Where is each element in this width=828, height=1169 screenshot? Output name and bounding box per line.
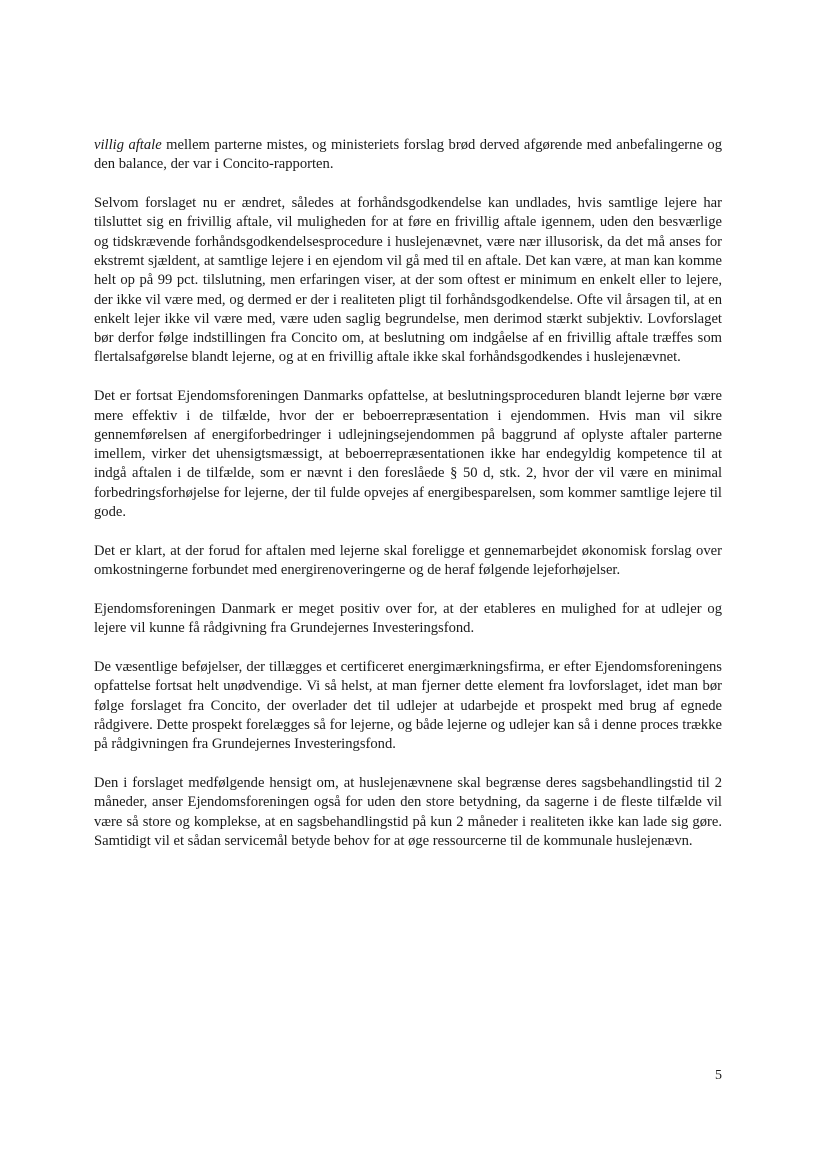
paragraph-4 xyxy=(94,542,722,581)
paragraph-1 xyxy=(94,136,722,175)
paragraph-6 xyxy=(94,658,722,754)
paragraph-3 xyxy=(94,387,722,522)
paragraph-5 xyxy=(94,600,722,639)
paragraph-text: Ejendomsforeningen Danmark er meget positiv over for, at der etableres en mulighed for at udlejer og lejere vil kunne få rådgivning fra Grundejernes Investeringsfond. xyxy=(94,600,722,637)
italic-lead: villig aftale xyxy=(94,137,162,153)
paragraph-text: mellem parterne mistes, og ministeriets forslag brød derved afgørende med anbefalingerne og den balance, der var i Concito-rapporten. xyxy=(94,137,722,173)
paragraph-2 xyxy=(94,194,722,368)
paragraph-text: Selvom forslaget nu er ændret, således at forhåndsgodkendelse kan undlades, hvis samtlige lejere har tilsluttet sig en frivillig aftale, vil muligheden for at føre en frivillig aftale igennem, uden den besværlige og tidskrævende forhåndsgodkendelsesprocedure i huslejenævnet, være nær illusorisk, da det må anses for ekstremt sjældent, at samtlige lejere i en ejendom vil gå med til en aftale. Det kan være, at man kan komme helt op på 99 pct. tilslutning, men erfaringen viser, at der som oftest er minimum en enkelt eller to lejere, der ikke vil være med, og dermed er der i realiteten pligt til forhåndsgodkendelse. Ofte vil årsagen til, at en enkelt lejer ikke vil være med, være uden saglig begrundelse, men derimod stærkt subjektiv. Lovforslaget bør derfor følge indstillingen fra Concito om, at beslutning om indgåelse af en frivillig aftale træffes som flertalsafgørelse blandt lejerne, og at en frivillig aftale ikke skal forhåndsgodkendes i huslejenævnet. xyxy=(94,195,722,366)
page-number: 5 xyxy=(715,1068,722,1083)
paragraph-7 xyxy=(94,774,722,851)
paragraph-text: Det er klart, at der forud for aftalen med lejerne skal foreligge et gennemarbejdet økonomisk forslag over omkostningerne forbundet med energirenoveringerne og de heraf følgende lejeforhøjelser. xyxy=(94,542,722,579)
paragraph-text: Det er fortsat Ejendomsforeningen Danmarks opfattelse, at beslutningsproceduren blandt lejerne bør være mere effektiv i de tilfælde, hvor der er beboerrepræsentation i ejendommen. Hvis man vil sikre gennemførelsen af energiforbedringer i udlejningsejendommen på baggrund af oplyste aftaler parterne imellem, virker det uhensigtsmæssigt, at beboerrepræsentationen ikke har endegyldig kompetence til at indgå aftalen i de tilfælde, som er nævnt i den foreslåede § 50 d, stk. 2, hvor der vil være en minimal forbedringsforhøjelse for lejerne, der til fulde opvejes af energibesparelsen, som kommer samtlige lejere til gode. xyxy=(94,388,722,521)
paragraph-text: Den i forslaget medfølgende hensigt om, at huslejenævnene skal begrænse deres sagsbehandlingstid til 2 måneder, anser Ejendomsforeningen også for uden den store betydning, da sagerne i de fleste tilfælde vil være så store og komplekse, at en sagsbehandlingstid på kun 2 måneder i realiteten ikke kan lade sig gøre. Samtidigt vil et sådan servicemål betyde behov for at øge ressourcerne til de kommunale huslejenævn. xyxy=(94,775,722,849)
paragraph-text: De væsentlige beføjelser, der tillægges et certificeret energimærkningsfirma, er efter Ejendomsforeningens opfattelse fortsat helt unødvendige. Vi så helst, at man fjerner dette element fra lovforslaget, idet man bør følge forslaget fra Concito, der overlader det til udlejer at udarbejde et prospekt med brug af egnede rådgivere. Dette prospekt forelægges så for lejerne, og både lejerne og udlejer kan så i denne proces trække på rådgivningen fra Grundejernes Investeringsfond. xyxy=(94,659,722,753)
body-text xyxy=(94,136,722,871)
